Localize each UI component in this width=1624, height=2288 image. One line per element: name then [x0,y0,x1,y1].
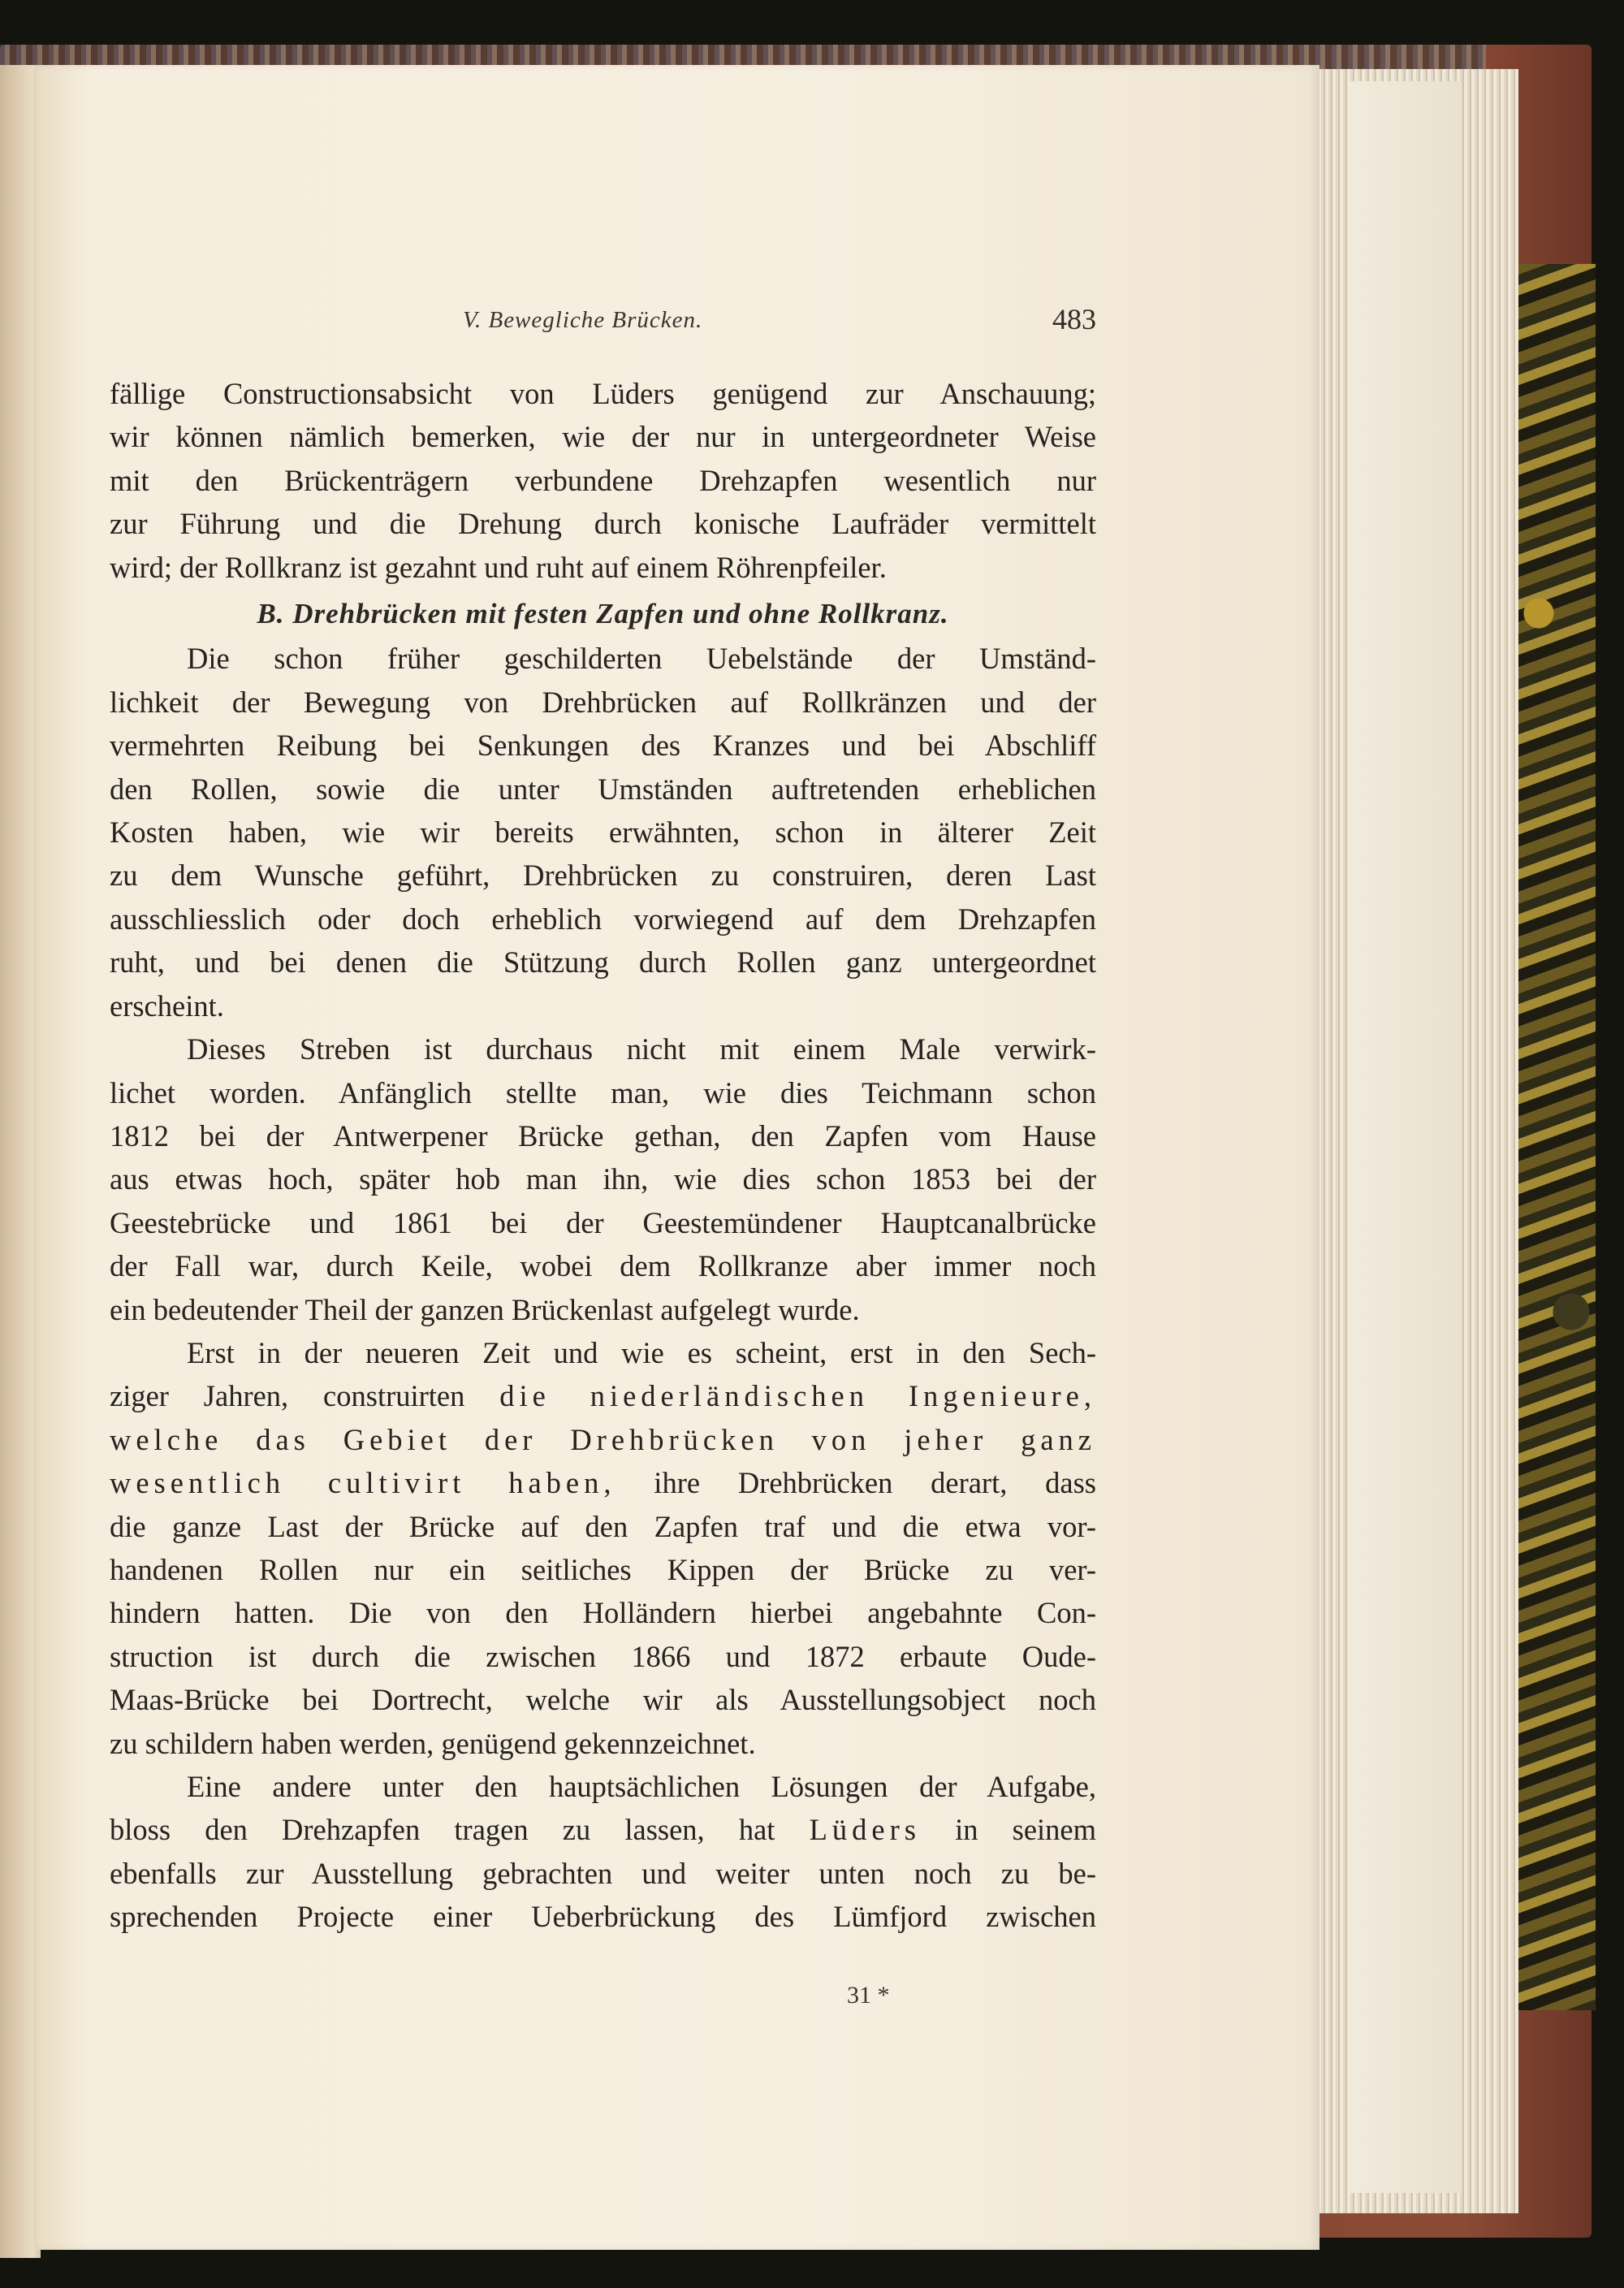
text-line: den Rollen, sowie die unter Umständen auftretenden erheblichen [110,772,1096,806]
text-line: Geestebrücke und 1861 bei der Geestemündener Hauptcanalbrücke [110,1205,1096,1239]
text-line [110,1374,1096,1417]
page-number: 483 [1052,303,1096,335]
text-line: ebenfalls zur Ausstellung gebrachten und weiter unten noch zu be- [110,1856,1096,1890]
text-line: 1812 bei der Antwerpener Brücke gethan, den Zapfen vom Hause [110,1118,1096,1153]
text-line [110,1461,1096,1504]
text-line: Die schon früher geschilderten Uebelstände der Umständ- [187,642,1096,676]
text-fragment: in seinem [955,1813,1097,1847]
spaced-text: wesentlich cultivirt haben, [110,1466,616,1500]
text-line: Maas-Brücke bei Dortrecht, welche wir als Ausstellungsobject noch [110,1683,1096,1717]
text-line: Eine andere unter den hauptsächlichen Lösungen der Aufgabe, [187,1770,1096,1803]
text-line: vermehrten Reibung bei Senkungen des Kranzes und bei Abschliff [110,729,1096,763]
text-fragment: ziger Jahren, construirten [110,1379,465,1413]
text-line: zur Führung und die Drehung durch konische Laufräder vermittelt [110,507,1096,541]
text-line: lichet worden. Anfänglich stellte man, wie dies Teichmann schon [110,1075,1096,1109]
signature-mark: 31 * [847,1982,890,2009]
text-line: struction ist durch die zwischen 1866 und 1872 erbaute Oude- [110,1639,1096,1673]
text-line: erscheint. [110,988,224,1023]
text-fragment: ihre Drehbrücken derart, dass [654,1466,1096,1500]
text-fragment: bloss den Drehzapfen tragen zu lassen, hat [110,1813,775,1847]
text-line: Dieses Streben ist durchaus nicht mit einem Male verwirk- [187,1032,1096,1066]
running-head: V. Bewegliche Brücken. [463,307,703,333]
text-line: hindern hatten. Die von den Holländern hierbei angebahnte Con- [110,1596,1096,1630]
page-body [110,372,1096,1939]
section-heading: B. Drehbrücken mit festen Zapfen und ohne Rollkranz. [257,598,949,630]
text-line: ein bedeutender Theil der ganzen Brückenlast aufgelegt wurde. [110,1292,860,1326]
text-line: ruht, und bei denen die Stützung durch Rollen ganz untergeordnet [110,945,1096,980]
page-stack-inner [1348,81,1462,2193]
spaced-text: Lüders [809,1813,921,1847]
text-line: wir können nämlich bemerken, wie der nur in untergeordneter Weise [110,420,1096,454]
text-line: wird; der Rollkranz ist gezahnt und ruht auf einem Röhrenpfeiler. [110,550,887,584]
text-line: lichkeit der Bewegung von Drehbrücken auf Rollkränzen und der [110,685,1096,719]
text-line: handenen Rollen nur ein seitliches Kippen der Brücke zu ver- [110,1552,1096,1586]
text-line: Erst in der neueren Zeit und wie es scheint, erst in den Sech- [187,1335,1096,1369]
text-line: zu schildern haben werden, genügend gekennzeichnet. [110,1726,756,1760]
spaced-text: die niederländischen Ingenieure, [499,1379,1097,1413]
page-header [463,303,1096,348]
text-line: welche das Gebiet der Drehbrücken von jeher ganz [110,1422,1096,1456]
text-line [110,1808,1096,1851]
text-line: aus etwas hoch, später hob man ihn, wie dies schon 1853 bei der [110,1162,1096,1196]
text-line: Kosten haben, wie wir bereits erwähnten, schon in älterer Zeit [110,815,1096,850]
text-line: ausschliesslich oder doch erheblich vorwiegend auf dem Drehzapfen [110,902,1096,936]
marbled-endpaper [1512,264,1596,2010]
text-line: fällige Constructionsabsicht von Lüders genügend zur Anschauung; [110,377,1096,410]
text-line: die ganze Last der Brücke auf den Zapfen traf und die etwa vor- [110,1509,1096,1543]
text-line: der Fall war, durch Keile, wobei dem Rollkranze aber immer noch [110,1249,1096,1283]
text-line: sprechenden Projecte einer Ueberbrückung des Lümfjord zwischen [110,1900,1096,1934]
previous-page-edge [0,65,41,2258]
text-line: mit den Brückenträgern verbundene Drehzapfen wesentlich nur [110,463,1096,497]
text-line: zu dem Wunsche geführt, Drehbrücken zu construiren, deren Last [110,859,1096,893]
